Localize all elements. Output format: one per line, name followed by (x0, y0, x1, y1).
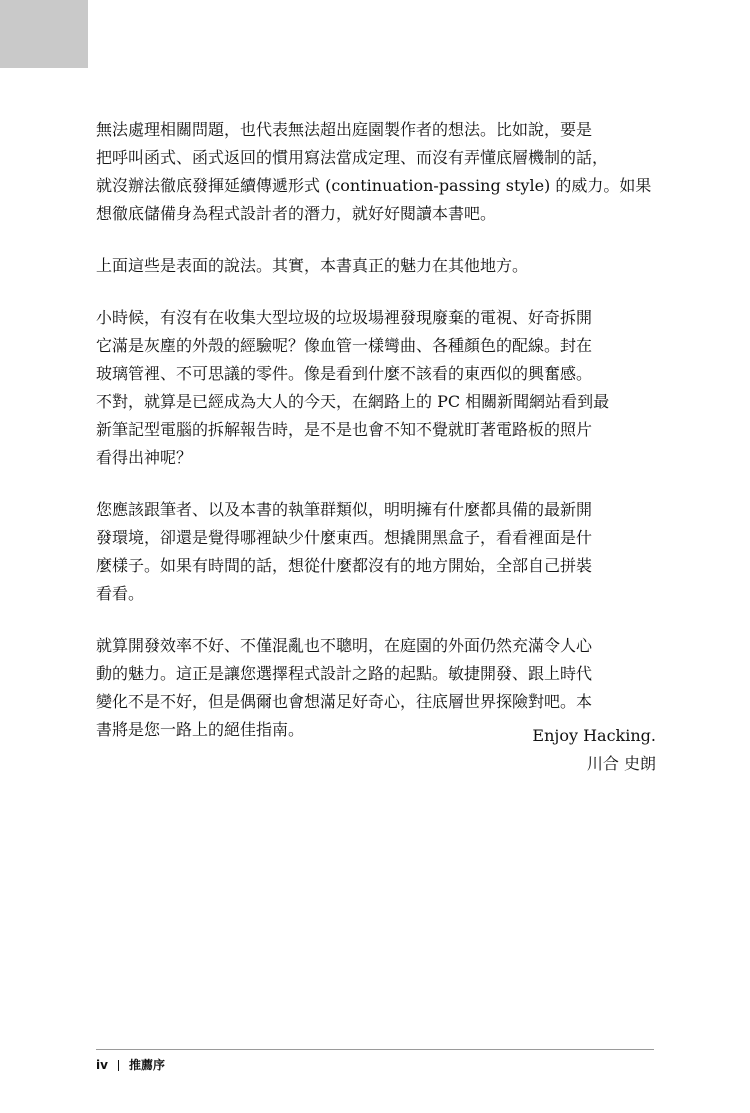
page-corner-tab (0, 0, 88, 68)
text-line: 看看。 (96, 584, 145, 603)
signoff-greeting: Enjoy Hacking. (532, 726, 656, 745)
signoff (96, 722, 656, 778)
text-line: 不對，就算是已經成為大人的今天，在網路上的 PC 相關新聞網站看到最 (96, 392, 610, 411)
paragraph-1 (96, 116, 658, 228)
footer-divider (96, 1049, 654, 1050)
text-line: 麼樣子。如果有時間的話，想從什麼都沒有的地方開始，全部自己拼裝 (96, 556, 593, 575)
page-footer (96, 1057, 165, 1073)
text-line: 它滿是灰塵的外殼的經驗呢？像血管一樣彎曲、各種顏色的配線。封在 (96, 336, 593, 355)
text-line: 就算開發效率不好、不僅混亂也不聰明，在庭園的外面仍然充滿令人心 (96, 636, 593, 655)
text-line: 發環境，卻還是覺得哪裡缺少什麼東西。想撬開黑盒子，看看裡面是什 (96, 528, 593, 547)
paragraph-3 (96, 304, 658, 472)
text-line: 新筆記型電腦的拆解報告時，是不是也會不知不覺就盯著電路板的照片 (96, 420, 593, 439)
text-line: 想徹底儲備身為程式設計者的潛力，就好好閱讀本書吧。 (96, 204, 497, 223)
text-line: 上面這些是表面的說法。其實，本書真正的魅力在其他地方。 (96, 256, 529, 275)
text-line: 無法處理相關問題，也代表無法超出庭園製作者的想法。比如說，要是 (96, 120, 593, 139)
footer-separator (118, 1060, 119, 1071)
page-body (96, 116, 658, 768)
section-title: 推薦序 (128, 1058, 165, 1072)
signoff-author: 川合 史朗 (586, 754, 656, 773)
text-line: 小時候，有沒有在收集大型垃圾的垃圾場裡發現廢棄的電視、好奇拆開 (96, 308, 593, 327)
page-number: iv (96, 1058, 108, 1072)
text-line: 變化不是不好，但是偶爾也會想滿足好奇心，往底層世界探險對吧。本 (96, 692, 593, 711)
text-line: 把呼叫函式、函式返回的慣用寫法當成定理、而沒有弄懂底層機制的話， (96, 148, 609, 167)
text-line: 書將是您一路上的絕佳指南。 (96, 720, 305, 739)
text-line: 玻璃管裡、不可思議的零件。像是看到什麼不該看的東西似的興奮感。 (96, 364, 593, 383)
text-line: 看得出神呢？ (96, 448, 193, 467)
paragraph-4 (96, 496, 658, 608)
text-line: 您應該跟筆者、以及本書的執筆群類似，明明擁有什麼都具備的最新開 (96, 500, 593, 519)
paragraph-2 (96, 252, 658, 280)
text-line: 就沒辦法徹底發揮延續傳遞形式 (continuation-passing style) 的威力。如果 (96, 176, 652, 195)
text-line: 動的魅力。這正是讓您選擇程式設計之路的起點。敏捷開發、跟上時代 (96, 664, 593, 683)
